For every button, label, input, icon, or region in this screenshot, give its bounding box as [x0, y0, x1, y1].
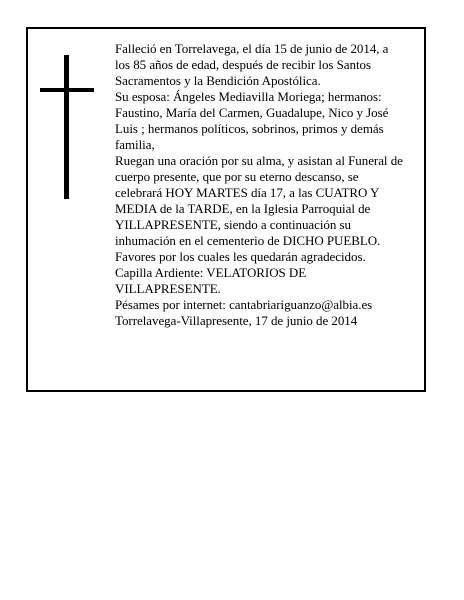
cross-horizontal-bar — [40, 88, 94, 92]
obituary-line: celebrará HOY MARTES día 17, a las CUATRO Y — [115, 185, 380, 200]
obituary-line: VILLAPRESENTE. — [115, 281, 221, 296]
obituary-line: Favores por los cuales les quedarán agradecidos. — [115, 249, 366, 264]
obituary-line: Pésames por internet: cantabriariguanzo@albia.es — [115, 297, 373, 312]
obituary-line: YILLAPRESENTE, siendo a continuación su — [115, 217, 351, 232]
obituary-line: Falleció en Torrelavega, el día 15 de junio de 2014, a — [115, 41, 389, 56]
cross-vertical-bar — [64, 55, 69, 199]
obituary-line: Sacramentos y la Bendición Apostólica. — [115, 73, 321, 88]
obituary-line: Ruegan una oración por su alma, y asistan al Funeral de — [115, 153, 403, 168]
obituary-line: Luis ; hermanos políticos, sobrinos, primos y demás — [115, 121, 384, 136]
obituary-line: familia, — [115, 137, 155, 152]
obituary-line: Faustino, María del Carmen, Guadalupe, Nico y José — [115, 105, 389, 120]
obituary-line: los 85 años de edad, después de recibir los Santos — [115, 57, 372, 72]
obituary-line: Capilla Ardiente: VELATORIOS DE — [115, 265, 307, 280]
obituary-line: inhumación en el cementerio de DICHO PUEBLO. — [115, 233, 381, 248]
obituary-line: MEDIA de la TARDE, en la Iglesia Parroquial de — [115, 201, 371, 216]
obituary-line: cuerpo presente, que por su eterno descanso, se — [115, 169, 359, 184]
obituary-line: Su esposa: Ángeles Mediavilla Moriega; hermanos: — [115, 89, 382, 104]
cross-icon — [40, 55, 94, 199]
obituary-notice — [26, 27, 426, 392]
obituary-text — [115, 41, 420, 329]
obituary-line: Torrelavega-Villapresente, 17 de junio de 2014 — [115, 313, 358, 328]
